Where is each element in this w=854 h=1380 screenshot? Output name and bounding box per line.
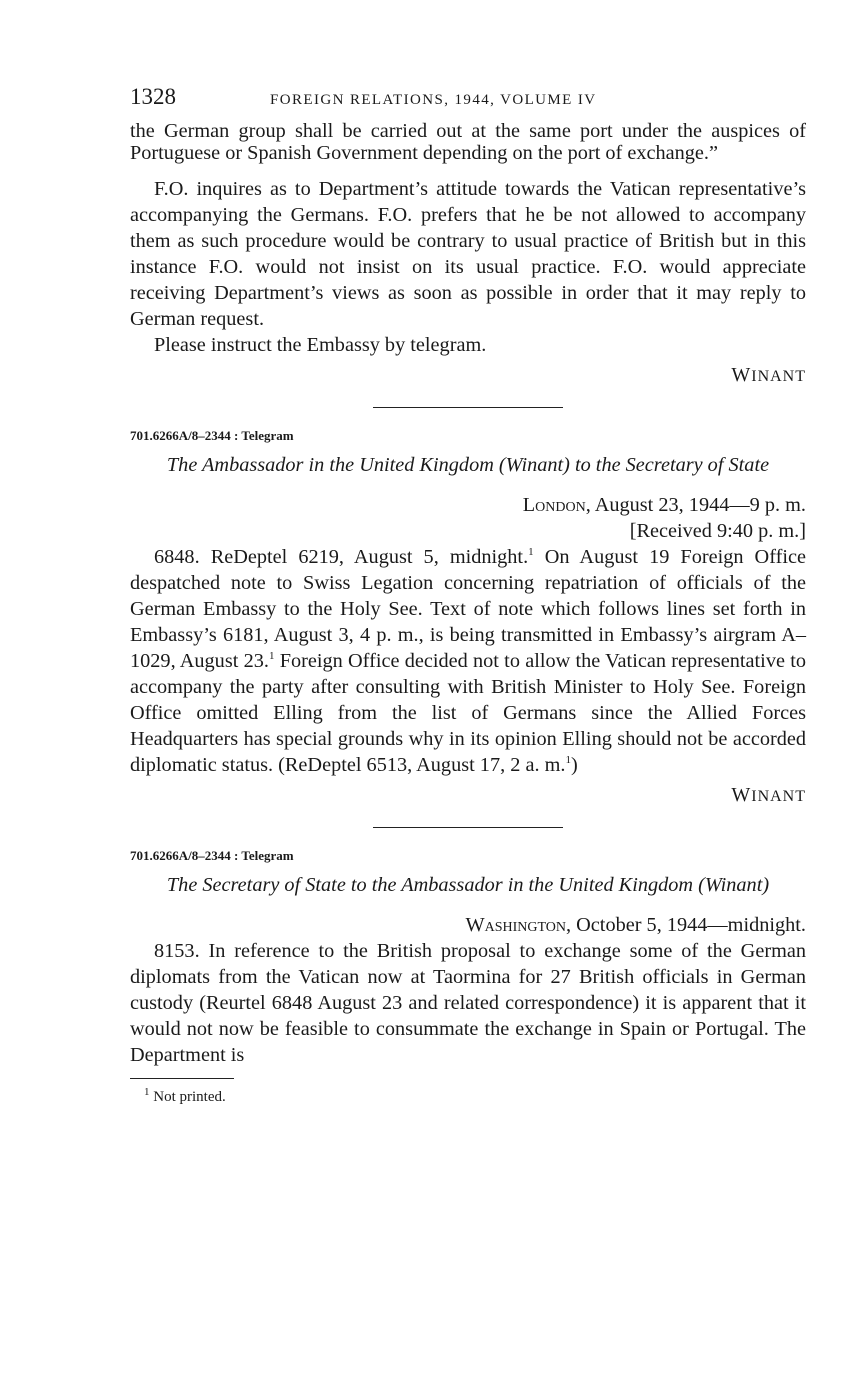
document-page [130,84,806,1106]
section-divider [373,827,563,828]
file-reference-doc2: 701.6266A/8–2344 : Telegram [130,428,294,443]
dateline-doc3 [130,912,806,938]
signature-winant-1: WINANT [731,364,806,386]
dateline-doc2 [130,492,806,518]
footnote-rule [130,1078,234,1079]
section-divider [373,407,563,408]
running-title: FOREIGN RELATIONS, 1944, VOLUME IV [270,92,597,108]
received-line: [Received 9:40 p. m.] [629,520,806,542]
document-title-doc2: The Ambassador in the United Kingdom (Winant) to the Secretary of State [166,454,770,476]
spacer [130,164,806,176]
footnote-ref: 1 [528,546,534,559]
date-doc2: August 23, 1944—9 p. m. [590,494,806,516]
telegram-6848-body: 6848. ReDeptel 6219, August 5, midnight.$^1$ On August 19 Foreign Office despatched note to Swiss Legation concerning repatriation of officials of the German Embassy to the Holy See. Text of note which follows lines set forth in Embassy’s 6181, August 3, 4 p. m., is being transmitted in Embassy’s airgram A–1029, August 23.$^1$ Foreign Office decided not to allow the Vatican representative to accompany the party after consulting with British Minister to Holy See. Foreign Office omitted Elling from the list of Germans since the Allied Forces Headquarters has special grounds why in its opinion Elling should not be accorded diplomatic status. (ReDeptel 6513, August 17, 2 a. m.$^1$) [130,546,806,776]
fo-inquiry-paragraph: F.O. inquires as to Department’s attitude towards the Vatican representative’s accompanying the Germans. F.O. prefers that he be not allowed to accompany them as such procedure would be contrary to usual practice of British but in this instance F.O. would not insist on its usual practice. F.O. would appreciate receiving Department’s views as soon as possible in order that it may reply to German request. [130,178,806,330]
instruct-paragraph: Please instruct the Embassy by telegram. [154,334,487,356]
date-doc3: October 5, 1944—midnight. [571,914,806,936]
page-number: 1328 [130,84,176,109]
footnote-ref: 1 [268,650,275,663]
footnote-ref: 1 [565,754,571,767]
place-washington: Washington, [465,914,572,936]
place-london: London, [522,494,591,516]
signature-winant-2: WINANT [731,784,806,806]
telegram-8153-body: 8153. In reference to the British proposal to exchange some of the German diplomats from the Vatican now at Taormina for 27 British officials in German custody (Reurtel 6848 August 23 and related correspondence) it is apparent that it would not now be feasible to consummate the exchange in Spain or Portugal. The Department is [130,940,806,1066]
footnote: $^1$ Not printed. [144,1086,226,1105]
file-reference-doc3: 701.6266A/8–2344 : Telegram [130,848,294,863]
carryover-paragraph: the German group shall be carried out at the same port under the auspices of Portuguese or Spanish Government depending on the port of exchange.” [130,120,806,164]
document-title-doc3: The Secretary of State to the Ambassador in the United Kingdom (Winant) [166,874,770,896]
page-header [130,84,806,118]
